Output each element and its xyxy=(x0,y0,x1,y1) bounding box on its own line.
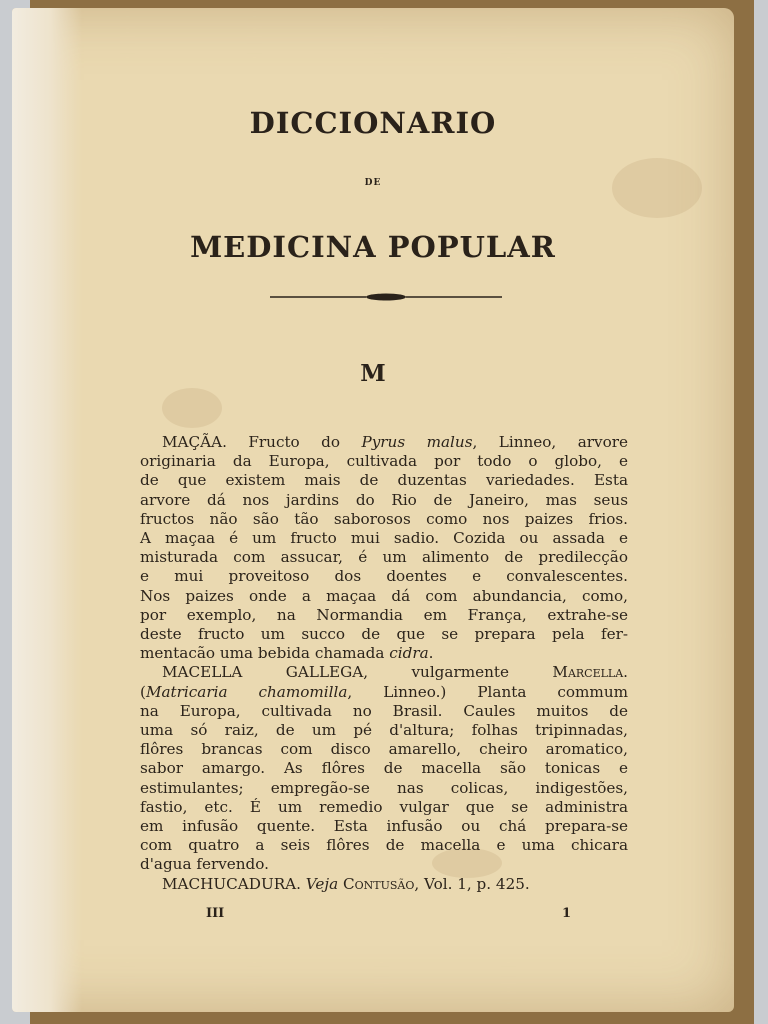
signature-mark: III xyxy=(206,906,225,921)
entry-line: arvore dá nos jardins do Rio de Janeiro, mas seus xyxy=(140,490,628,509)
italic-term: cidra xyxy=(389,644,429,663)
book-subtitle: MEDICINA POPULAR xyxy=(190,230,556,264)
entry-line: MACHUCADURA. Veja Contusão, Vol. 1, p. 425. xyxy=(162,874,530,893)
section-letter: M xyxy=(360,360,386,387)
dictionary-entries xyxy=(140,433,628,894)
cross-reference: Contusão xyxy=(342,874,415,893)
scientific-name: Pyrus malus xyxy=(361,433,473,451)
book-title: DICCIONARIO xyxy=(249,106,497,140)
entry-line: originaria da Europa, cultivada por todo o globo, e xyxy=(140,452,628,471)
entry-line: misturada com assucar, é um alimento de predilecção xyxy=(140,548,628,567)
entry-line: flôres brancas com disco amarello, cheiro aromatico, xyxy=(140,740,628,759)
entry-line: MACELLA GALLEGA, vulgarmente Marcella. xyxy=(162,663,628,682)
title-connector: DE xyxy=(364,178,382,188)
entry-line: de que existem mais de duzentas variedades. Esta xyxy=(140,471,628,490)
paper-stain xyxy=(162,388,222,428)
entry-headword: MAÇÃA. xyxy=(162,433,227,451)
torn-page-edge xyxy=(12,8,82,1012)
vernacular-name: Marcella xyxy=(552,663,624,682)
ornamental-rule xyxy=(270,290,502,304)
entry-headword: MACELLA GALLEGA, xyxy=(162,663,369,682)
entry-line: deste fructo um succo de que se prepara pela fer- xyxy=(140,625,628,644)
entry-line: na Europa, cultivada no Brasil. Caules muitos de xyxy=(140,701,628,720)
entry-headword: MACHUCADURA. xyxy=(162,874,301,893)
entry-line: por exemplo, na Normandia em França, extrahe-se xyxy=(140,605,628,624)
entry-line: mentacão uma bebida chamada cidra. xyxy=(140,644,434,663)
entry-line: com quatro a seis flôres de macella e uma chicara xyxy=(140,836,628,855)
entry-line: sabor amargo. As flôres de macella são tonicas e xyxy=(140,759,628,778)
scientific-name: Matricaria chamomilla xyxy=(145,682,348,701)
sheet-number: 1 xyxy=(562,906,572,921)
entry-line: (Matricaria chamomilla, Linneo.) Planta commum xyxy=(140,682,629,701)
entry-line: uma só raiz, de um pé d'altura; folhas tripinnadas, xyxy=(140,721,628,740)
entry-line: Nos paizes onde a maçaa dá com abundancia, como, xyxy=(140,586,628,605)
entry-line: A maçaa é um fructo mui sadio. Cozida ou assada e xyxy=(140,529,628,548)
entry-line: fructos não são tão saborosos como nos paizes frios. xyxy=(140,509,628,528)
entry-line: estimulantes; empregão-se nas colicas, indigestões, xyxy=(140,778,628,797)
book-page xyxy=(12,8,734,1012)
entry-line: MAÇÃA. Fructo do Pyrus malus, Linneo, arvore xyxy=(162,433,629,451)
entry-line: em infusão quente. Esta infusão ou chá prepara-se xyxy=(140,817,628,836)
entry-line: e mui proveitoso dos doentes e convalescentes. xyxy=(140,567,628,586)
entry-line: fastio, etc. É um remedio vulgar que se administra xyxy=(140,797,628,816)
paper-stain xyxy=(612,158,702,218)
entry-line: d'agua fervendo. xyxy=(140,855,269,874)
